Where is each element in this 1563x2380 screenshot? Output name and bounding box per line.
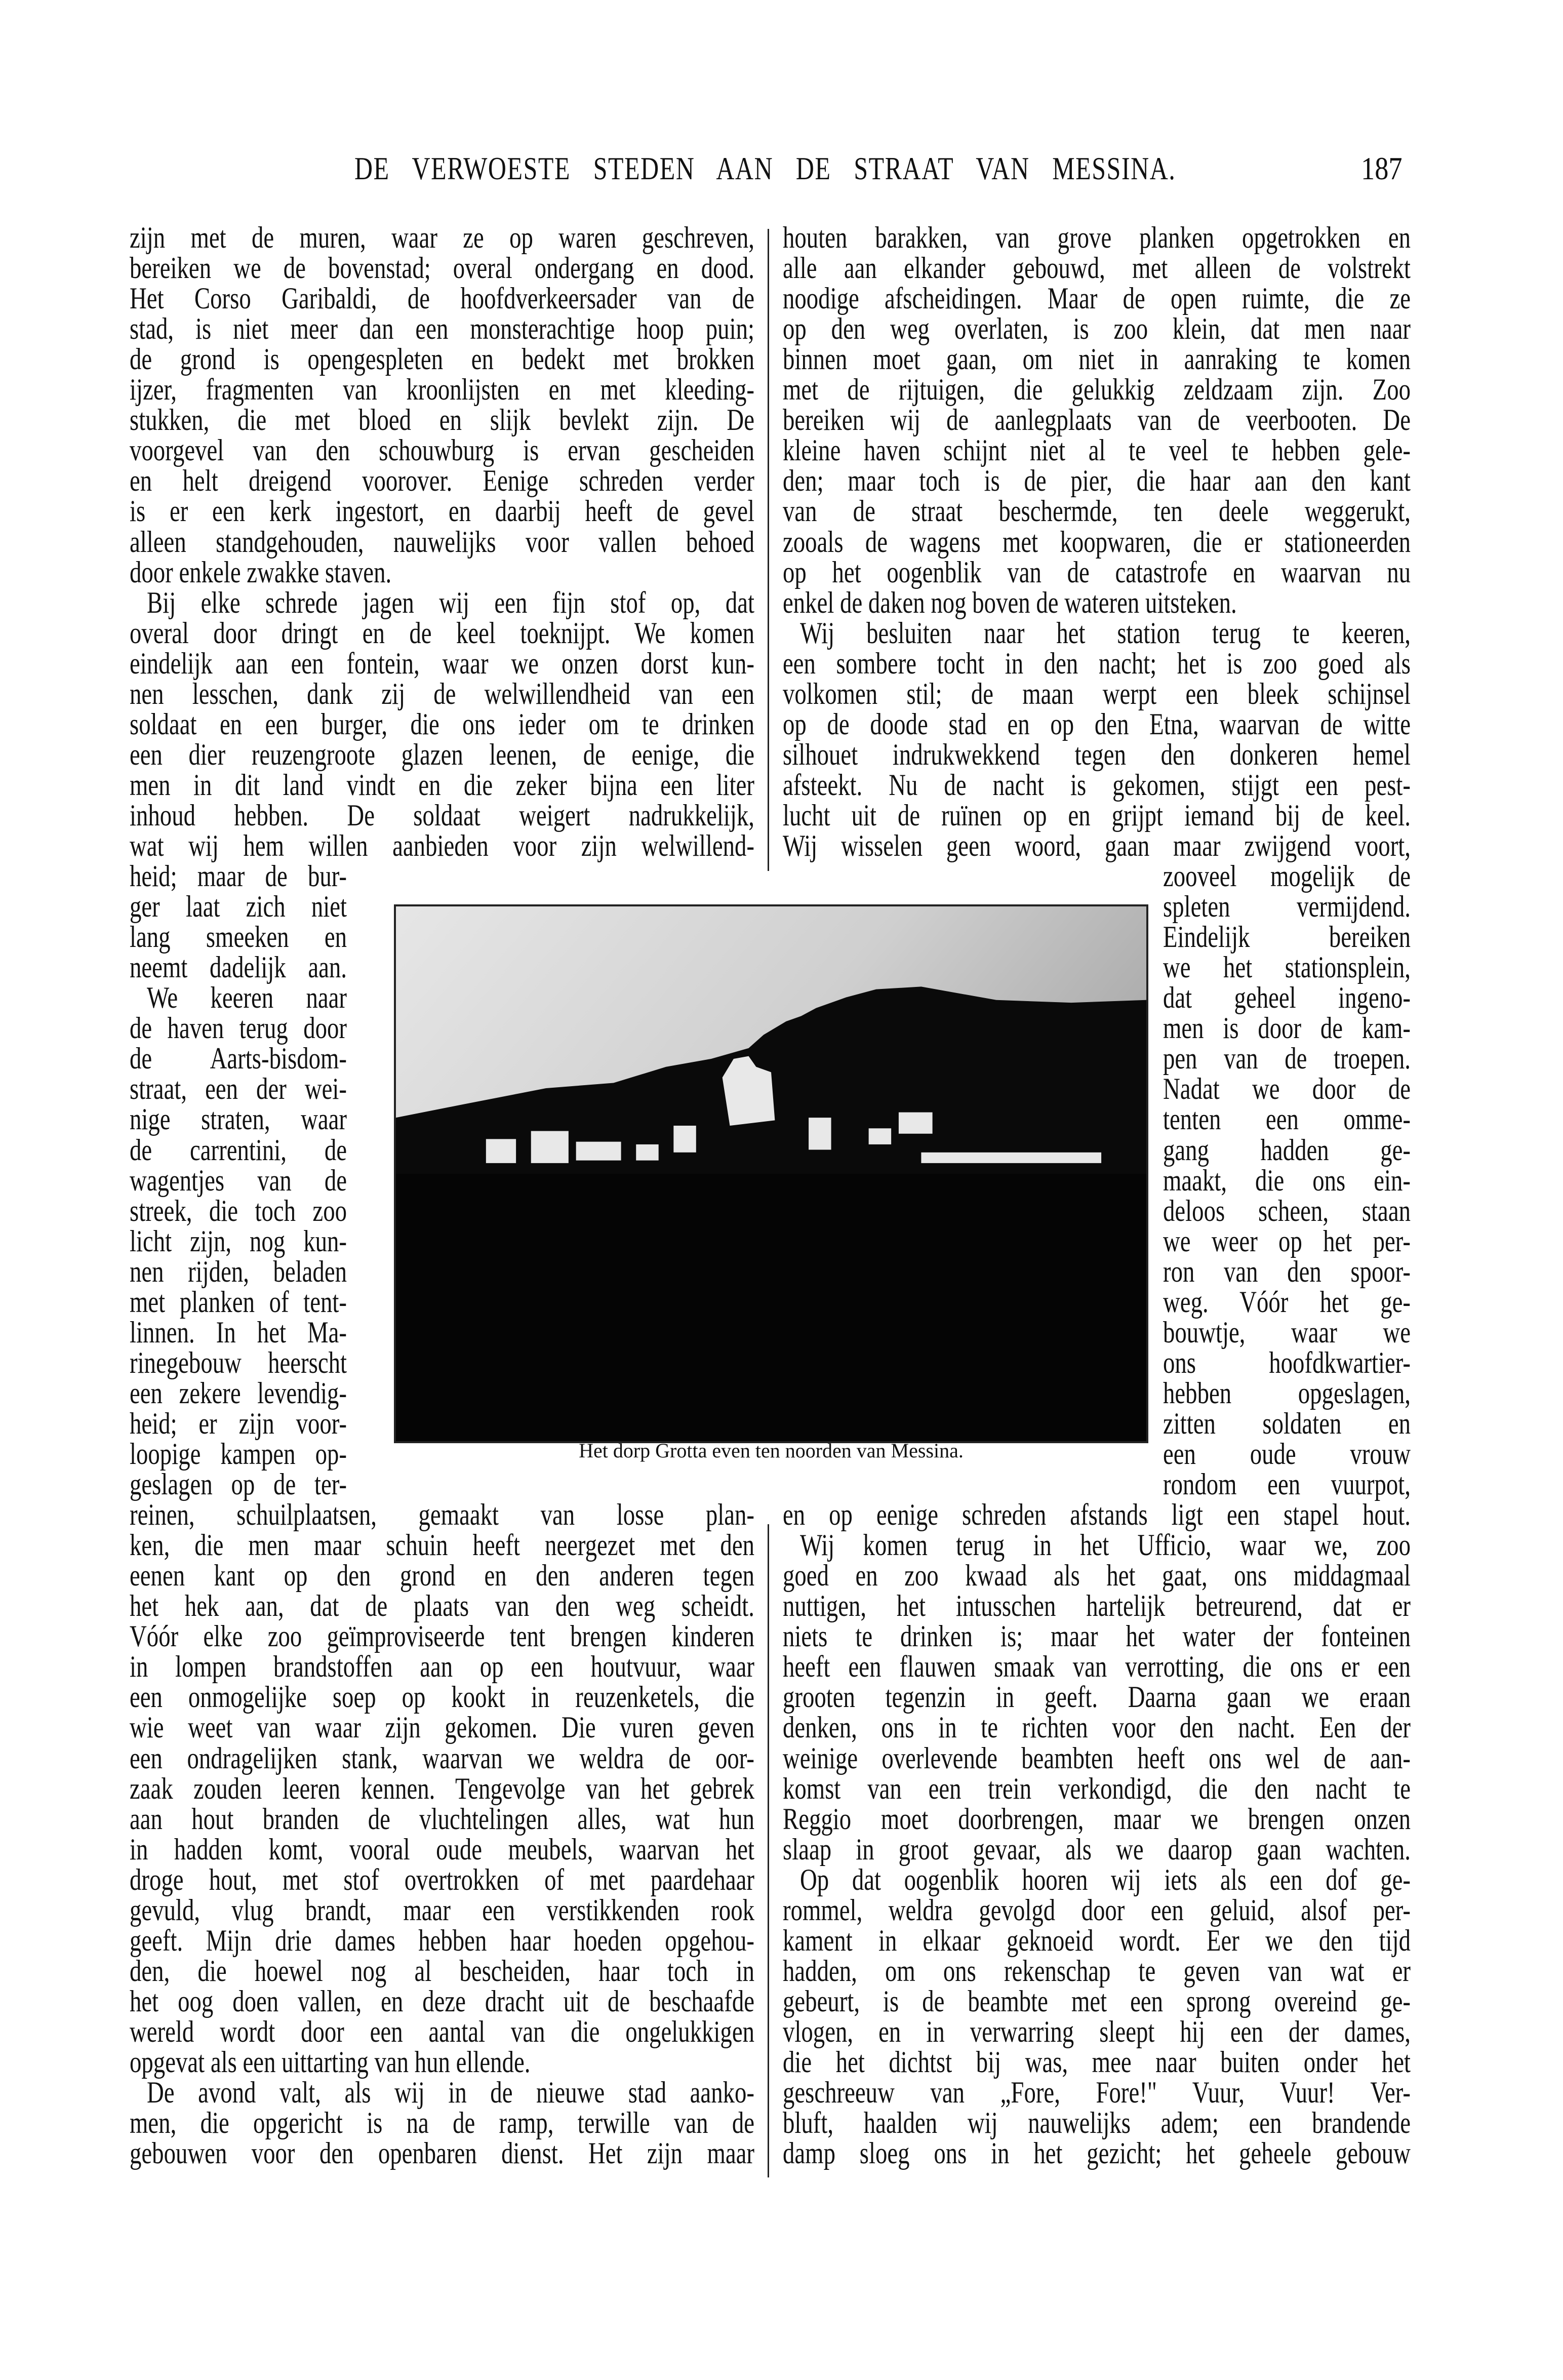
text-line: en op eenige schreden afstands ligt een stapel hout.	[783, 1498, 1411, 1532]
text-line: bereiken we de bovenstad; overal ondergang en dood.	[130, 251, 754, 285]
text-line: wereld wordt door een aantal van die ongelukkigen	[130, 2014, 754, 2048]
text-line: we weer op het per-	[1163, 1224, 1411, 1258]
text-line: Reggio moet doorbrengen, maar we brengen onzen	[783, 1802, 1411, 1836]
text-line: de carrentini, de	[130, 1133, 347, 1167]
text-line: de grond is opengespleten en bedekt met brokken	[130, 342, 754, 376]
text-line: Op dat oogenblik hooren wij iets als een dof ge-	[800, 1862, 1411, 1896]
text-line: pen van de troepen.	[1163, 1042, 1411, 1076]
photo-foreground	[396, 1174, 1146, 1441]
text-line: door enkele zwakke staven.	[130, 555, 392, 589]
text-line: vlogen, en in verwarring sleept hij een der dames,	[783, 2014, 1411, 2048]
text-line: overal door dringt en de keel toeknijpt. We komen	[130, 616, 754, 650]
text-line: gevuld, vlug brandt, maar een verstikkenden rook	[130, 1893, 754, 1927]
text-line: kament in elkaar geknoeid wordt. Eer we den tijd	[783, 1923, 1411, 1957]
text-line: een oude vrouw	[1163, 1437, 1411, 1471]
text-line: zijn met de muren, waar ze op waren geschreven,	[130, 221, 754, 254]
text-line: De avond valt, als wij in de nieuwe stad aanko-	[147, 2076, 754, 2110]
text-line: droge hout, met stof overtrokken of met paardehaar	[130, 1862, 754, 1896]
text-line: hadden, om ons rekenschap te geven van wat er	[783, 1954, 1411, 1988]
text-line: stukken, die met bloed en slijk bevlekt zijn. De	[130, 403, 754, 437]
text-line: van de straat beschermde, ten deele weggerukt,	[783, 494, 1411, 528]
text-line: Wij wisselen geen woord, gaan maar zwijgend voort,	[783, 829, 1411, 862]
text-line: noodige afscheidingen. Maar de open ruimte, die ze	[783, 282, 1411, 315]
text-line: Bij elke schrede jagen wij een fijn stof op, dat	[147, 585, 754, 619]
text-line: heid; maar de bur-	[130, 859, 347, 893]
text-line: slaap in groot gevaar, als we daarop gaan wachten.	[783, 1832, 1411, 1866]
text-line: Vóór elke zoo geïmproviseerde tent brengen kinderen	[130, 1619, 754, 1653]
text-line: wie weet van waar zijn gekomen. Die vuren geven	[130, 1711, 754, 1744]
text-line: lang smeeken en	[130, 920, 347, 954]
text-line: soldaat en een burger, die ons ieder om te drinken	[130, 707, 754, 741]
text-line: loopige kampen op-	[130, 1437, 347, 1471]
text-line: in hadden komt, vooral oude meubels, waarvan het	[130, 1832, 754, 1866]
text-line: men is door de kam-	[1163, 1011, 1411, 1045]
text-line: een zekere levendig-	[130, 1376, 347, 1410]
text-line: goed en zoo kwaad als het gaat, ons middagmaal	[783, 1559, 1411, 1593]
text-line: nige straten, waar	[130, 1102, 347, 1136]
text-line: dat geheel ingeno-	[1163, 981, 1411, 1015]
text-line: damp sloeg ons in het gezicht; het geheele gebouw	[783, 2136, 1411, 2170]
text-line: geschreeuw van „Fore, Fore!" Vuur, Vuur! Ver-	[783, 2076, 1411, 2110]
text-line: ons hoofdkwartier-	[1163, 1345, 1411, 1379]
text-line: voorgevel van den schouwburg is ervan gescheiden	[130, 433, 754, 467]
text-line: binnen moet gaan, om niet in aanraking te komen	[783, 342, 1411, 376]
text-line: bouwtje, waar we	[1163, 1315, 1411, 1349]
text-line: rinegebouw heerscht	[130, 1345, 347, 1379]
text-line: spleten vermijdend.	[1163, 890, 1411, 924]
text-line: met planken of tent-	[130, 1285, 347, 1319]
text-line: op het oogenblik van de catastrofe en waarvan nu	[783, 555, 1411, 589]
text-line: Wij komen terug in het Ufficio, waar we, zoo	[800, 1528, 1411, 1562]
text-line: ron van den spoor-	[1163, 1254, 1411, 1288]
text-line: opgevat als een uittarting van hun ellende.	[130, 2045, 531, 2079]
text-line: bluft, haalden wij nauwelijks adem; een brandende	[783, 2106, 1411, 2140]
photograph-grotta-village	[394, 904, 1148, 1443]
text-line: kleine haven schijnt niet al te veel te hebben gele-	[783, 433, 1411, 467]
text-line: aan hout branden de vluchtelingen alles, wat hun	[130, 1802, 754, 1836]
text-line: in lompen brandstoffen aan op een houtvuur, waar	[130, 1650, 754, 1684]
text-line: men in dit land vindt en die zeker bijna een liter	[130, 768, 754, 802]
text-line: Het Corso Garibaldi, de hoofdverkeersader van de	[130, 282, 754, 315]
text-line: zitten soldaten en	[1163, 1406, 1411, 1440]
figure-caption: Het dorp Grotta even ten noorden van Messina.	[579, 1439, 964, 1462]
text-line: ken, die men maar schuin heeft neergezet met den	[130, 1528, 754, 1562]
text-line: heid; er zijn voor-	[130, 1406, 347, 1440]
text-line: gebouwen voor den openbaren dienst. Het zijn maar	[130, 2136, 754, 2170]
text-line: grooten tegenzin in geeft. Daarna gaan we eraan	[783, 1680, 1411, 1714]
text-line: een sombere tocht in den nacht; het is zoo goed als	[783, 646, 1411, 680]
text-line: tenten een omme-	[1163, 1102, 1411, 1136]
text-line: deloos scheen, staan	[1163, 1194, 1411, 1227]
text-line: ger laat zich niet	[130, 890, 347, 924]
text-line: licht zijn, nog kun-	[130, 1224, 347, 1258]
text-line: hebben opgeslagen,	[1163, 1376, 1411, 1410]
text-line: eenen kant op den grond en den anderen tegen	[130, 1559, 754, 1593]
text-line: silhouet indrukwekkend tegen den donkeren hemel	[783, 737, 1411, 771]
text-line: die het dichtst bij was, mee naar buiten onder het	[783, 2045, 1411, 2079]
column-divider	[768, 1524, 769, 2177]
text-line: linnen. In het Ma-	[130, 1315, 347, 1349]
text-line: afsteekt. Nu de nacht is gekomen, stijgt een pest-	[783, 768, 1411, 802]
running-title: DE VERWOESTE STEDEN AAN DE STRAAT VAN MESSINA.	[354, 150, 1176, 186]
text-line: de haven terug door	[130, 1011, 347, 1045]
text-line: weg. Vóór het ge-	[1163, 1285, 1411, 1319]
text-line: Wij besluiten naar het station terug te keeren,	[800, 616, 1411, 650]
text-line: zooveel mogelijk de	[1163, 859, 1411, 893]
text-line: geslagen op de ter-	[130, 1467, 347, 1501]
text-line: Nadat we door de	[1163, 1072, 1411, 1106]
photo-image	[396, 906, 1146, 1441]
text-line: een ondragelijken stank, waarvan we weldra de oor-	[130, 1741, 754, 1775]
text-line: geeft. Mijn drie dames hebben haar hoeden opgehou-	[130, 1923, 754, 1957]
page-number: 187	[1361, 150, 1402, 186]
text-line: een onmogelijke soep op kookt in reuzenketels, die	[130, 1680, 754, 1714]
text-line: wat wij hem willen aanbieden voor zijn welwillend-	[130, 829, 754, 862]
text-line: ijzer, fragmenten van kroonlijsten en met kleeding-	[130, 373, 754, 407]
text-line: niets te drinken is; maar het water der fonteinen	[783, 1619, 1411, 1653]
column-divider	[768, 229, 769, 871]
text-line: nen lesschen, dank zij de welwillendheid van een	[130, 677, 754, 710]
text-line: alle aan elkander gebouwd, met alleen de volstrekt	[783, 251, 1411, 285]
text-line: gang hadden ge-	[1163, 1133, 1411, 1167]
text-line: nen rijden, beladen	[130, 1254, 347, 1288]
text-line: streek, die toch zoo	[130, 1194, 347, 1227]
text-line: weinige overlevende beambten heeft ons wel de aan-	[783, 1741, 1411, 1775]
text-line: het oog doen vallen, en deze dracht uit de beschaafde	[130, 1984, 754, 2018]
text-line: den, die hoewel nog al bescheiden, haar toch in	[130, 1954, 754, 1988]
text-line: volkomen stil; de maan werpt een bleek schijnsel	[783, 677, 1411, 710]
text-line: lucht uit de ruïnen op en grijpt iemand bij de keel.	[783, 798, 1411, 832]
text-line: We keeren naar	[147, 981, 347, 1015]
text-line: maakt, die ons ein-	[1163, 1163, 1411, 1197]
text-line: de Aarts-bisdom-	[130, 1042, 347, 1076]
text-line: rondom een vuurpot,	[1163, 1467, 1411, 1501]
text-line: zaak zouden leeren kennen. Tengevolge van het gebrek	[130, 1771, 754, 1805]
text-line: stad, is niet meer dan een monsterachtige hoop puin;	[130, 312, 754, 346]
text-line: komst van een trein verkondigd, die den nacht te	[783, 1771, 1411, 1805]
text-line: het hek aan, dat de plaats van den weg scheidt.	[130, 1589, 754, 1623]
text-line: men, die opgericht is na de ramp, terwille van de	[130, 2106, 754, 2140]
text-line: zooals de wagens met koopwaren, die er stationeerden	[783, 525, 1411, 559]
text-line: een dier reuzengroote glazen leenen, de eenige, die	[130, 737, 754, 771]
text-line: bereiken wij de aanlegplaats van de veerbooten. De	[783, 403, 1411, 437]
text-line: neemt dadelijk aan.	[130, 950, 347, 984]
text-line: wagentjes van de	[130, 1163, 347, 1197]
text-line: rommel, weldra gevolgd door een geluid, alsof per-	[783, 1893, 1411, 1927]
text-line: reinen, schuilplaatsen, gemaakt van losse plan-	[130, 1498, 754, 1532]
text-line: op de doode stad en op den Etna, waarvan de witte	[783, 707, 1411, 741]
text-line: alleen standgehouden, nauwelijks voor vallen behoed	[130, 525, 754, 559]
text-line: op den weg overlaten, is zoo klein, dat men naar	[783, 312, 1411, 346]
text-line: den; maar toch is de pier, die haar aan den kant	[783, 464, 1411, 498]
text-line: en helt dreigend voorover. Eenige schreden verder	[130, 464, 754, 498]
text-line: inhoud hebben. De soldaat weigert nadrukkelijk,	[130, 798, 754, 832]
text-line: heeft een flauwen smaak van verrotting, die ons er een	[783, 1650, 1411, 1684]
text-line: enkel de daken nog boven de wateren uitsteken.	[783, 585, 1237, 619]
text-line: houten barakken, van grove planken opgetrokken en	[783, 221, 1411, 254]
text-line: gebeurt, is de beambte met een sprong overeind ge-	[783, 1984, 1411, 2018]
text-line: eindelijk aan een fontein, waar we onzen dorst kun-	[130, 646, 754, 680]
text-line: is er een kerk ingestort, en daarbij heeft de gevel	[130, 494, 754, 528]
text-line: nuttigen, het intusschen hartelijk betreurend, dat er	[783, 1589, 1411, 1623]
text-line: met de rijtuigen, die gelukkig zeldzaam zijn. Zoo	[783, 373, 1411, 407]
text-line: straat, een der wei-	[130, 1072, 347, 1106]
text-line: we het stationsplein,	[1163, 950, 1411, 984]
text-line: denken, ons in te richten voor den nacht. Een der	[783, 1711, 1411, 1744]
text-line: Eindelijk bereiken	[1163, 920, 1411, 954]
